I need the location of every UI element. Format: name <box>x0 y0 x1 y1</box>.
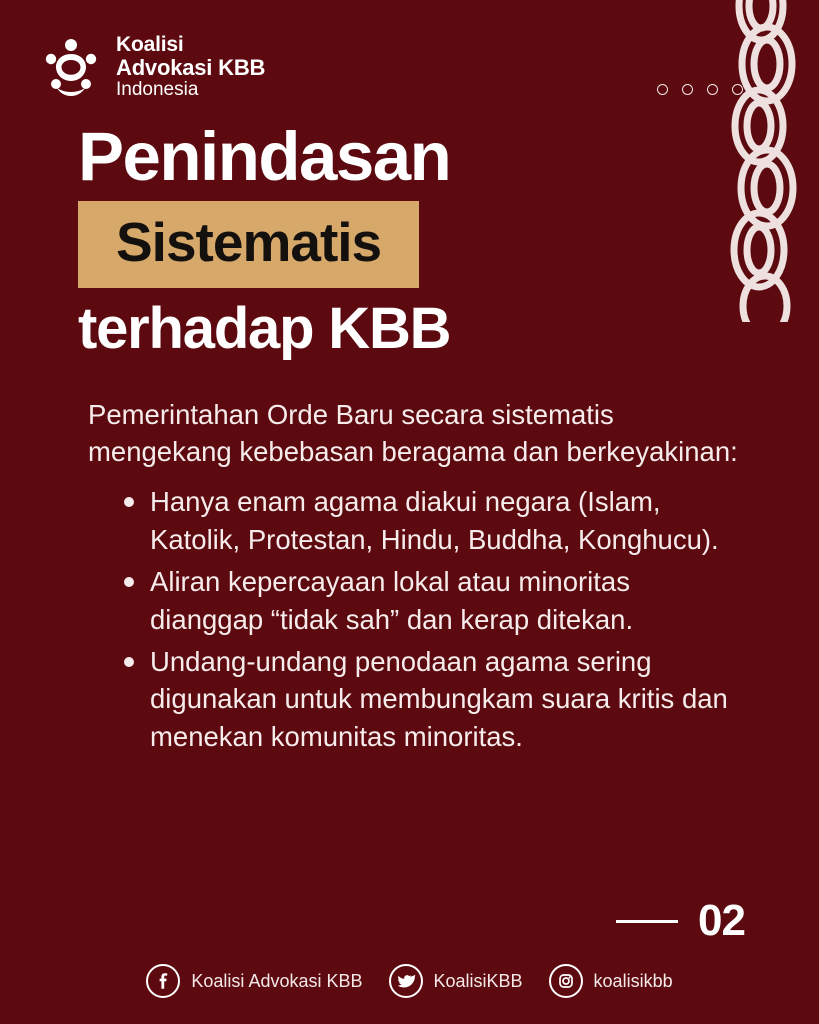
dot-icon <box>657 84 668 95</box>
list-item: Undang-undang penodaan agama sering digunakan untuk membungkam suara kritis dan menekan komunitas minoritas. <box>122 643 748 757</box>
page-number: 02 <box>698 896 745 945</box>
dot-icon <box>732 84 743 95</box>
brand-name-line3: Indonesia <box>116 78 199 100</box>
chain-links-icon <box>705 0 805 322</box>
headline-block <box>78 118 718 361</box>
list-item: Aliran kepercayaan lokal atau minoritas dianggap “tidak sah” dan kerap ditekan. <box>122 563 748 639</box>
headline-line-1: Penindasan <box>78 118 451 195</box>
dot-icon <box>707 84 718 95</box>
dot-icon <box>682 84 693 95</box>
headline-highlight-wrap <box>78 201 718 288</box>
brand-logo <box>40 34 265 100</box>
body-intro: Pemerintahan Orde Baru secara sistematis mengekang kebebasan beragama dan berkeyakinan: <box>88 399 738 468</box>
brand-name-line2: Advokasi KBB <box>116 55 266 81</box>
social-handle: KoalisiKBB <box>433 970 523 991</box>
instagram-icon <box>549 964 583 998</box>
social-instagram[interactable] <box>549 964 673 998</box>
facebook-icon <box>146 964 180 998</box>
brand-name-line1: Koalisi <box>116 33 184 56</box>
social-handle: koalisikbb <box>593 970 673 991</box>
body-bullet-list <box>88 483 748 757</box>
social-twitter[interactable] <box>389 964 523 998</box>
people-circle-logo-icon <box>40 36 102 98</box>
social-facebook[interactable] <box>146 964 362 998</box>
decorative-dots <box>657 84 743 95</box>
footer-socials <box>0 964 819 998</box>
headline-line-3: terhadap KBB <box>78 296 451 361</box>
twitter-icon <box>389 964 423 998</box>
list-item: Hanya enam agama diakui negara (Islam, Katolik, Protestan, Hindu, Buddha, Konghucu). <box>122 483 748 559</box>
body-copy <box>88 396 748 760</box>
page-number-rule <box>616 920 678 923</box>
social-handle: Koalisi Advokasi KBB <box>191 970 363 991</box>
page-number-block <box>616 896 745 946</box>
headline-highlight: Sistematis <box>78 201 419 288</box>
